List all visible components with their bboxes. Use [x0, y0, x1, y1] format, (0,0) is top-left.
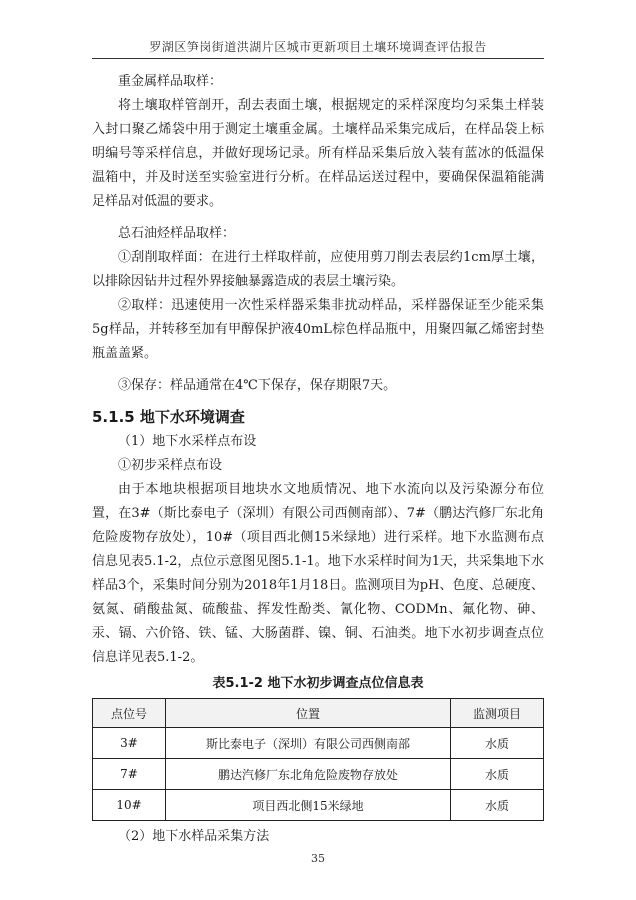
table-caption: 表5.1-2 地下水初步调查点位信息表 — [212, 676, 424, 691]
table-cell: 水质 — [451, 728, 544, 759]
heavy-metal-paragraph: 将土壤取样管剖开，刮去表面土壤，根据规定的采样深度均匀采集土样装入封口聚乙烯袋中用于测定土壤重金属。土壤样品采集完成后，在样品袋上标明编号等采样信息，并做好现场记录。所有样品采集后放入装有蓝冰的低温保温箱中，并及时送至实验室进行分析。在样品运送过程中，要确保保温箱能满足样品对低温的要求。 — [92, 98, 544, 209]
table-cell: 7# — [93, 759, 166, 790]
table-cell: 斯比泰电子（深圳）有限公司西侧南部 — [166, 728, 451, 759]
table-header-cell: 点位号 — [93, 699, 166, 728]
header-rule — [92, 58, 544, 59]
table-cell: 鹏达汽修厂东北角危险废物存放处 — [166, 759, 451, 790]
table-header-row — [93, 699, 544, 728]
running-header: 罗湖区笋岗街道洪湖片区城市更新项目土壤环境调查评估报告 — [149, 40, 487, 54]
tph-step-2: ②取样：迅速使用一次性采样器采集非扰动样品，采样器保证至少能采集5g样品，并转移至加有甲醇保护液40mL棕色样品瓶中，用聚四氟乙烯密封垫瓶盖盖紧。 — [92, 298, 544, 361]
groundwater-paragraph: 由于本地块根据项目地块水文地质情况、地下水流向以及污染源分布位置，在3#（斯比泰电子（深圳）有限公司西侧南部）、7#（鹏达汽修厂东北角危险废物存放处），10#（项目西北侧15米绿地）进行采样。地下水监测布点信息见表5.1-2，点位示意图见图5.1-1。地下水采样时间为1天，共采集地下水样品3个，采集时间分别为2018年1月18日。监测项目为pH、色度、总硬度、氨氮、硝酸盐氮、硫酸盐、挥发性酚类、氰化物、CODMn、氟化物、砷、汞、镉、六价铬、铁、锰、大肠菌群、镍、铜、石油类。地下水初步调查点位信息详见表5.1-2。 — [92, 482, 544, 665]
heavy-metal-heading: 重金属样品取样： — [118, 74, 223, 89]
subsection-1: （1）地下水采样点布设 — [118, 434, 257, 449]
groundwater-points-table — [92, 698, 544, 821]
subsection-2: （2）地下水样品采集方法 — [118, 829, 270, 844]
tph-step-1: ①刮削取样面：在进行土样取样前，应使用剪刀削去表层约1cm厚土壤，以排除因钻井过程外界接触暴露造成的表层土壤污染。 — [92, 250, 544, 289]
tph-heading: 总石油烃样品取样： — [118, 226, 236, 241]
table-cell: 10# — [93, 790, 166, 821]
table-header-cell: 监测项目 — [451, 699, 544, 728]
table-cell: 水质 — [451, 790, 544, 821]
section-heading: 5.1.5 地下水环境调查 — [92, 408, 245, 426]
table-cell: 水质 — [451, 759, 544, 790]
subsection-1-1: ①初步采样点布设 — [118, 458, 223, 473]
table-header-cell: 位置 — [166, 699, 451, 728]
table-row — [93, 759, 544, 790]
table-row — [93, 790, 544, 821]
table-cell: 3# — [93, 728, 166, 759]
tph-step-3: ③保存：样品通常在4℃下保存，保存期限7天。 — [118, 378, 397, 393]
page-content — [92, 70, 544, 849]
table-cell: 项目西北侧15米绿地 — [166, 790, 451, 821]
page-number: 35 — [311, 852, 325, 865]
table-row — [93, 728, 544, 759]
